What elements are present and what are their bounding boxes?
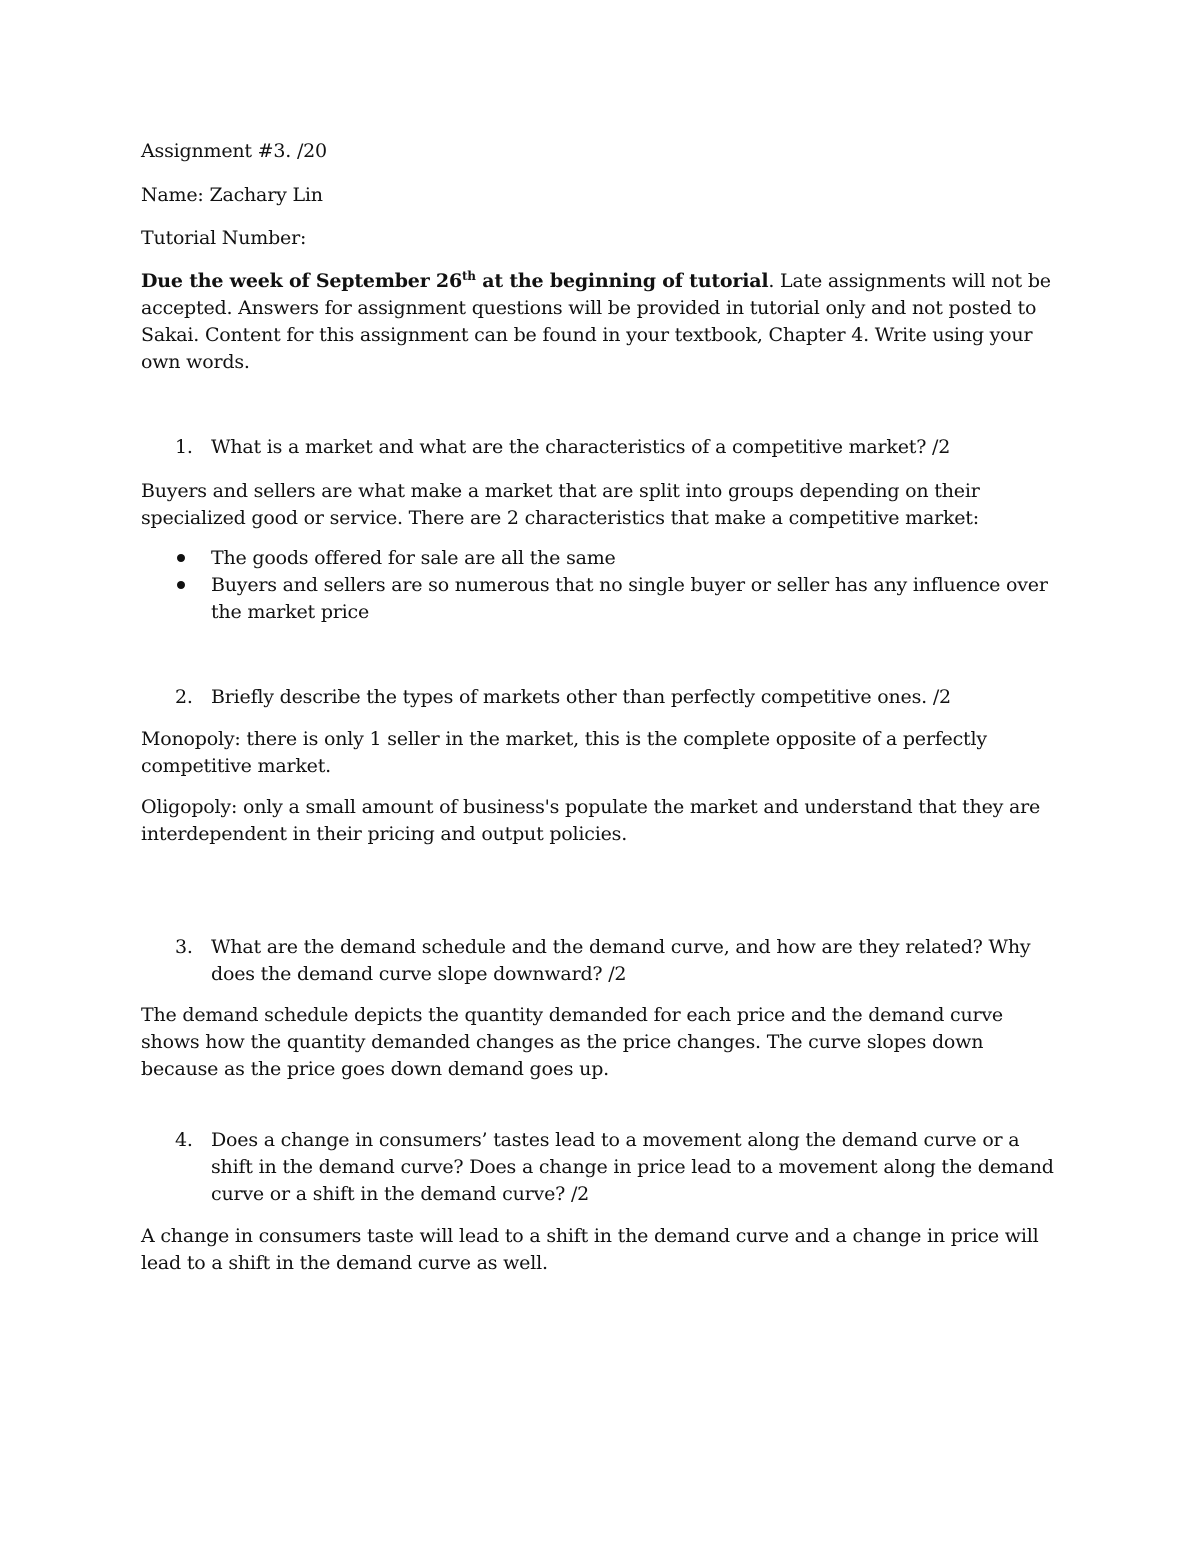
question-3 <box>141 934 1061 988</box>
question-text: Does a change in consumers’ tastes lead to a movement along the demand curve or a shift in the demand curve? Does a change in price lead to a movement along the demand curve or a shift in the demand curve? /2 <box>211 1129 1054 1205</box>
instructions-paragraph <box>141 268 1061 376</box>
question-2 <box>141 684 1061 711</box>
list-item: Buyers and sellers are so numerous that no single buyer or seller has any influence over the market price <box>141 572 1061 626</box>
list-item: The goods offered for sale are all the same <box>141 545 1061 572</box>
characteristics-list <box>141 545 1061 626</box>
question-text: What is a market and what are the characteristics of a competitive market? /2 <box>211 436 951 458</box>
answer-2-monopoly: Monopoly: there is only 1 seller in the market, this is the complete opposite of a perfectly competitive market. <box>141 728 987 777</box>
question-number: 3. <box>175 936 193 958</box>
tutorial-number: Tutorial Number: <box>141 227 307 249</box>
due-date-text: Due the week of September 26th at the beginning of tutorial <box>141 269 769 292</box>
bullet-icon <box>177 581 185 589</box>
instructions-body: . Late assignments will not be accepted. Answers for assignment questions will be provided in tutorial only and not posted to Sakai. Content for this assignment can be found in your textbook, Chapter 4. Write using your own words. <box>141 270 1051 373</box>
bullet-icon <box>177 554 185 562</box>
question-number: 1. <box>175 436 193 458</box>
question-4 <box>141 1127 1061 1208</box>
question-1 <box>141 434 1061 461</box>
assignment-title: Assignment #3. /20 <box>141 140 327 162</box>
question-number: 2. <box>175 686 193 708</box>
student-name: Name: Zachary Lin <box>141 184 323 206</box>
question-number: 4. <box>175 1129 193 1151</box>
question-text: What are the demand schedule and the demand curve, and how are they related? Why does the demand curve slope downward? /2 <box>211 936 1031 985</box>
question-text: Briefly describe the types of markets other than perfectly competitive ones. /2 <box>211 686 951 708</box>
answer-4: A change in consumers taste will lead to a shift in the demand curve and a change in price will lead to a shift in the demand curve as well. <box>141 1225 1039 1274</box>
ordinal-superscript: th <box>461 269 476 283</box>
answer-3: The demand schedule depicts the quantity demanded for each price and the demand curve shows how the quantity demanded changes as the price changes. The curve slopes down because as the price goes down demand goes up. <box>141 1004 1003 1080</box>
answer-2-oligopoly: Oligopoly: only a small amount of business's populate the market and understand that they are interdependent in their pricing and output policies. <box>141 796 1041 845</box>
answer-1: Buyers and sellers are what make a market that are split into groups depending on their specialized good or service. There are 2 characteristics that make a competitive market: <box>141 480 980 529</box>
document-page <box>141 138 1061 1291</box>
